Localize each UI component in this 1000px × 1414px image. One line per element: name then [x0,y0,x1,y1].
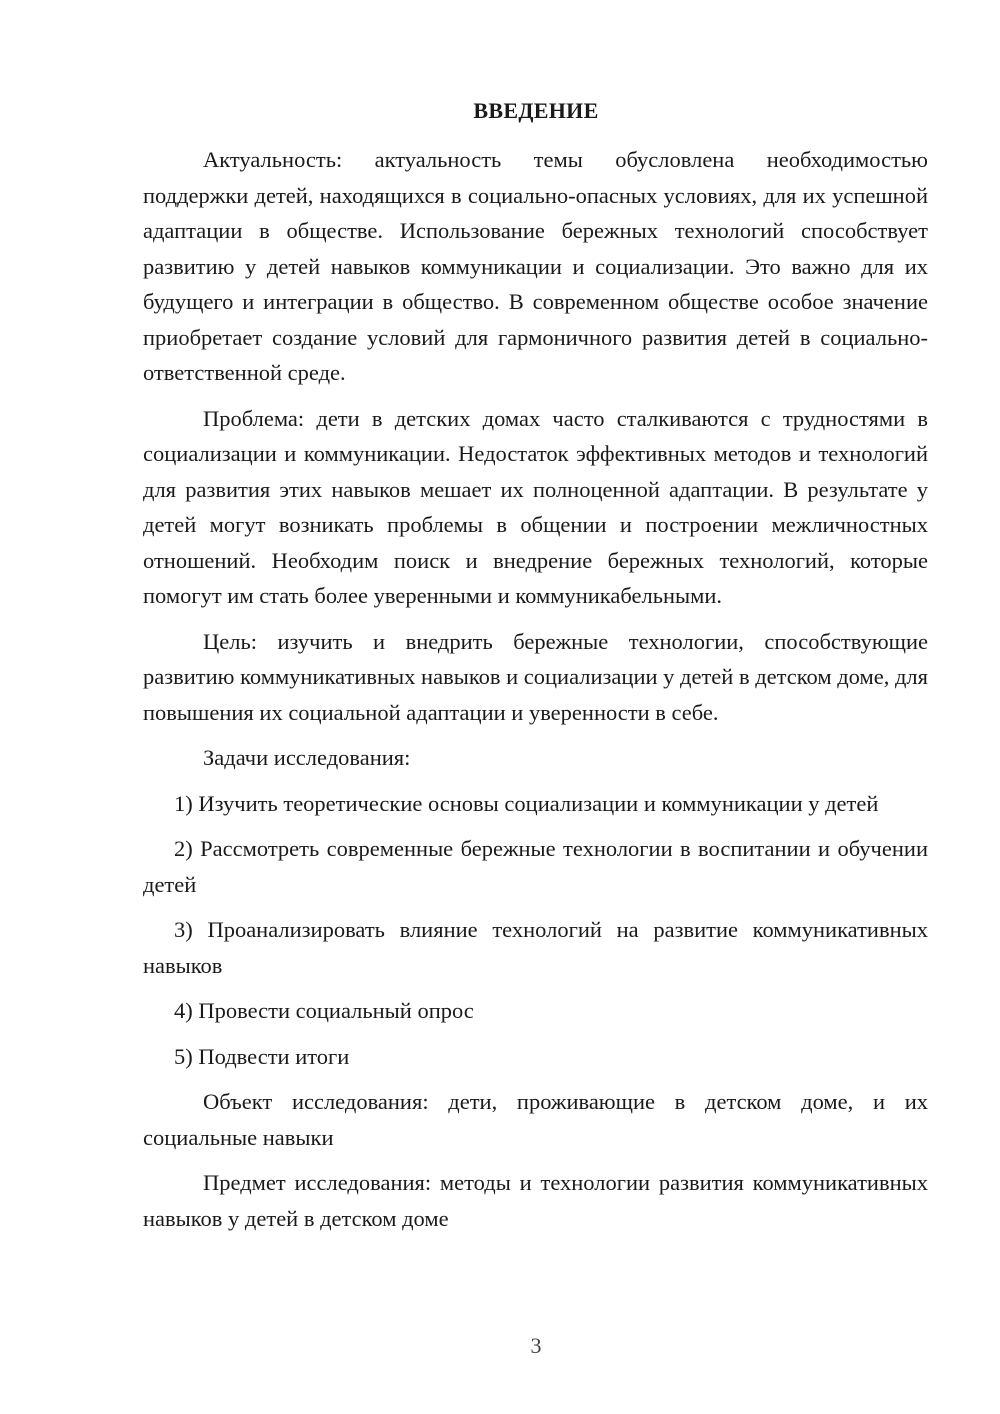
paragraph-tasks-heading: Задачи исследования: [203,745,411,770]
paragraph-goal: Цель: изучить и внедрить бережные технологии, способствующие развитию коммуникативных навыков и социализации у детей в детском доме, для повышения их социальной адаптации и уверенности в себе. [143,628,928,725]
task-item: 3) Проанализировать влияние технологий на развитие коммуникативных навыков [143,917,928,978]
task-item: 4) Провести социальный опрос [174,998,474,1023]
task-item: 2) Рассмотреть современные бережные технологии в воспитании и обучении детей [143,836,928,897]
task-item: 1) Изучить теоретические основы социализации и коммуникации у детей [174,790,879,816]
document-body [143,142,928,1246]
page-number: 3 [530,1333,542,1358]
paragraph-relevance: Актуальность: актуальность темы обусловлена необходимостью поддержки детей, находящихся в социально-опасных условиях, для их успешной адаптации в обществе. Использование бережных технологий способствует развитию у детей навыков коммуникации и социализации. Это важно для их будущего и интеграции в общество. В современном обществе особое значение приобретает создание условий для гармоничного развития детей в социально-ответственной среде. [143,147,928,385]
paragraph-problem: Проблема: дети в детских домах часто сталкиваются с трудностями в социализации и коммуникации. Недостаток эффективных методов и технологий для развития этих навыков мешает их полноценной адаптации. В результате у детей могут возникать проблемы в общении и построении межличностных отношений. Необходим поиск и внедрение бережных технологий, которые помогут им стать более уверенными и коммуникабельными. [143,405,928,608]
page-title: ВВЕДЕНИЕ [473,98,599,123]
task-item: 5) Подвести итоги [174,1043,350,1069]
paragraph-object: Объект исследования: дети, проживающие в детском доме, и их социальные навыки [143,1089,928,1150]
paragraph-subject: Предмет исследования: методы и технологии развития коммуникативных навыков у детей в детском доме [143,1170,928,1231]
